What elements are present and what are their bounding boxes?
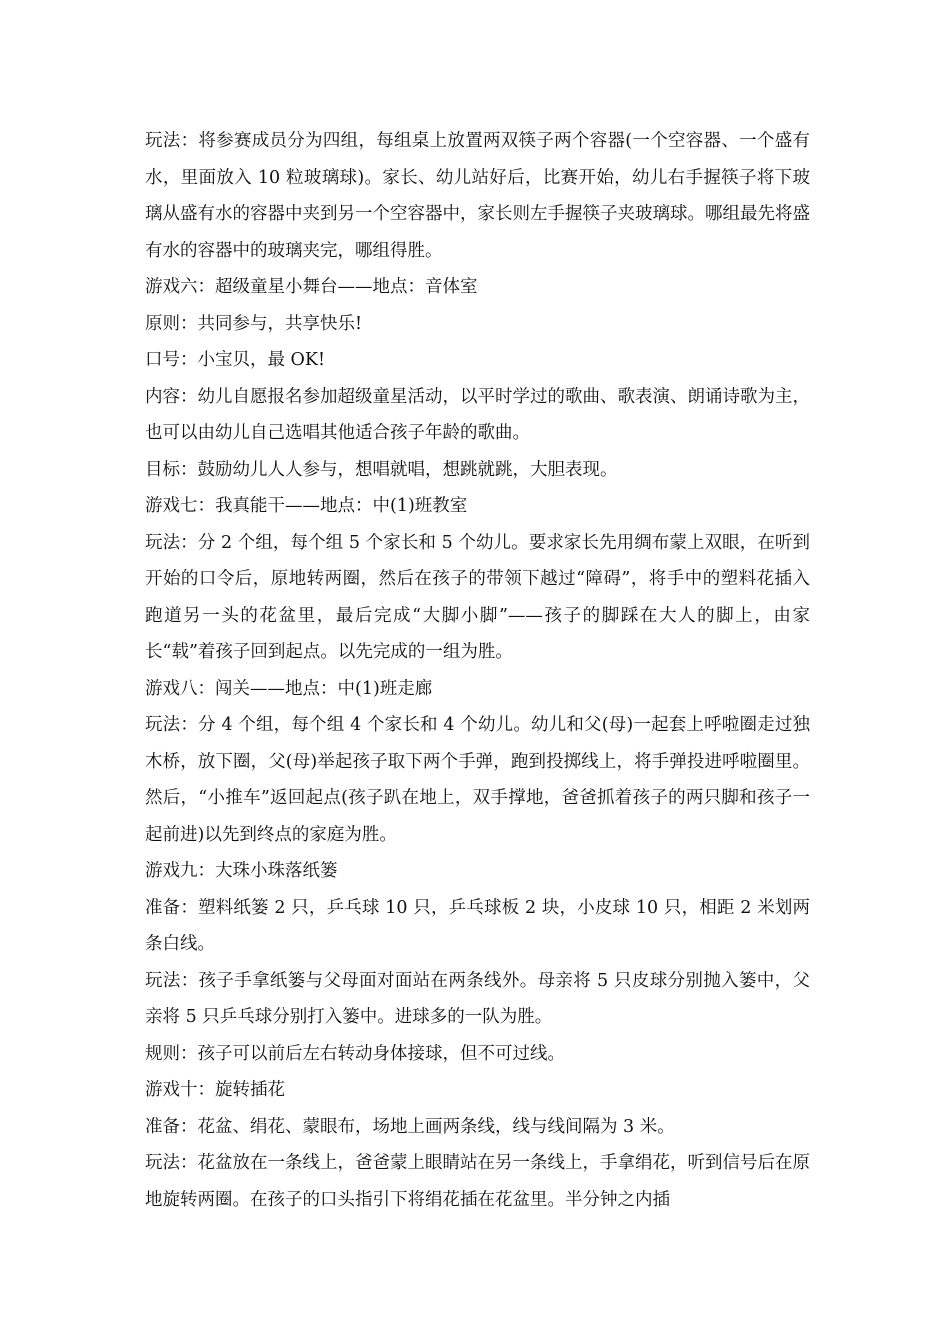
game7-rules-paragraph: 玩法：分 2 个组，每个组 5 个家长和 5 个幼儿。要求家长先用绸布蒙上双眼，在听到开始的口令后，原地转两圈，然后在孩子的带领下越过“障碍”，将手中的塑料花插入跑道另一头的花盆里，最后完成“大脚小脚”——孩子的脚踩在大人的脚上，由家长“载”着孩子回到起点。以先完成的一组为胜。 (145, 532, 810, 662)
game9-preparation-paragraph: 准备：塑料纸篓 2 只，乒乓球 10 只，乒乓球板 2 块，小皮球 10 只，相距 2 米划两条白线。 (145, 897, 810, 954)
game6-slogan: 口号：小宝贝，最 OK! (145, 350, 326, 370)
game6-goal: 目标：鼓励幼儿人人参与，想唱就唱，想跳就跳，大胆表现。 (145, 459, 618, 480)
game6-principle: 原则：共同参与，共享快乐! (145, 313, 363, 334)
game6-content-paragraph: 内容：幼儿自愿报名参加超级童星活动，以平时学过的歌曲、歌表演、朗诵诗歌为主，也可以由幼儿自己选唱其他适合孩子年龄的歌曲。 (145, 386, 810, 443)
game6-heading: 游戏六：超级童星小舞台——地点：音体室 (145, 277, 478, 297)
document-body (145, 123, 810, 1218)
game9-regulation: 规则：孩子可以前后左右转动身体接球，但不可过线。 (145, 1043, 565, 1064)
game9-rules-paragraph: 玩法：孩子手拿纸篓与父母面对面站在两条线外。母亲将 5 只皮球分别抛入篓中，父亲将 5 只乒乓球分别打入篓中。进球多的一队为胜。 (145, 970, 810, 1027)
game10-preparation: 准备：花盆、绢花、蒙眼布，场地上画两条线，线与线间隔为 3 米。 (145, 1116, 675, 1137)
game5-rules-paragraph: 玩法：将参赛成员分为四组，每组桌上放置两双筷子两个容器(一个空容器、一个盛有水，里面放入 10 粒玻璃球)。家长、幼儿站好后，比赛开始，幼儿右手握筷子将下玻璃从盛有水的容器中夹到另一个空容器中，家长则左手握筷子夹玻璃球。哪组最先将盛有水的容器中的玻璃夹完，哪组得胜。 (145, 131, 810, 261)
game10-heading: 游戏十：旋转插花 (145, 1080, 285, 1100)
game8-heading: 游戏八：闯关——地点：中(1)班走廊 (145, 678, 433, 699)
game8-rules-paragraph: 玩法：分 4 个组，每个组 4 个家长和 4 个幼儿。幼儿和父(母)一起套上呼啦圈走过独木桥，放下圈，父(母)举起孩子取下两个手弹，跑到投掷线上，将手弹投进呼啦圈里。然后，“小推车”返回起点(孩子趴在地上，双手撑地，爸爸抓着孩子的两只脚和孩子一起前进)以先到终点的家庭为胜。 (145, 715, 810, 845)
game7-heading: 游戏七：我真能干——地点：中(1)班教室 (145, 496, 468, 516)
game10-rules-paragraph: 玩法：花盆放在一条线上，爸爸蒙上眼睛站在另一条线上，手拿绢花，听到信号后在原地旋转两圈。在孩子的口头指引下将绢花插在花盆里。半分钟之内插 (145, 1153, 810, 1210)
game9-heading: 游戏九：大珠小珠落纸篓 (145, 861, 338, 881)
